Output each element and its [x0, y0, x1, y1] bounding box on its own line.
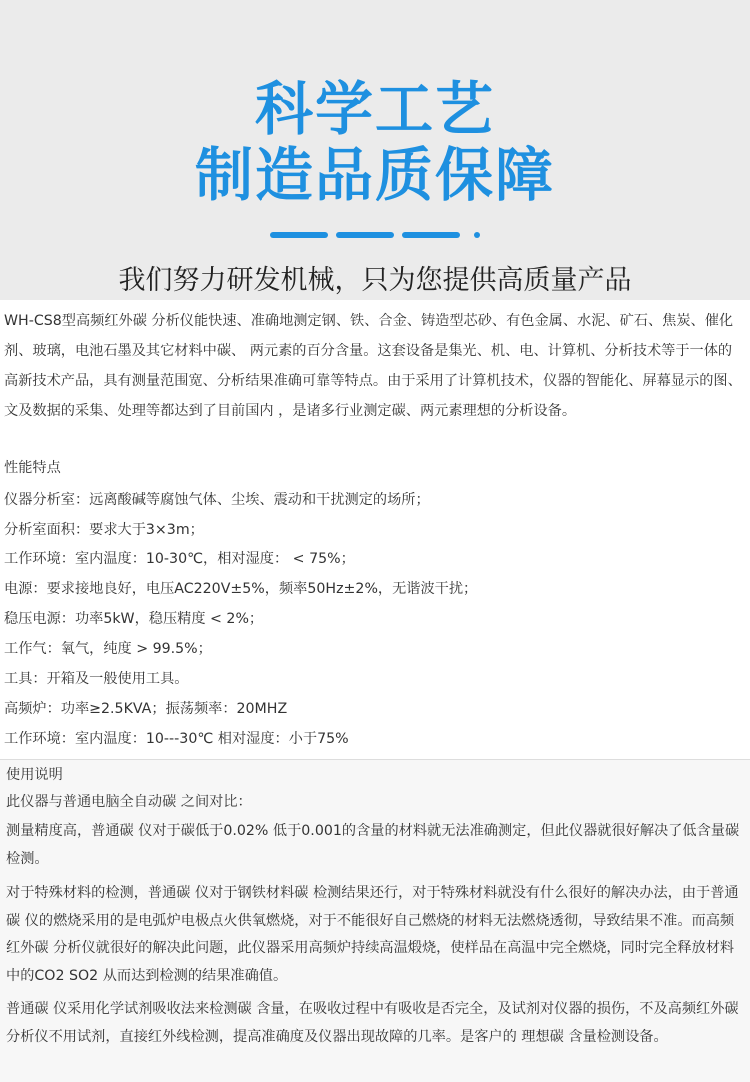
spec-item: 工具：开箱及一般使用工具。 [4, 671, 189, 687]
slogan: 我们努力研发机械，只为您提供高质量产品 [118, 265, 632, 296]
hero-title-line1: 科学工艺 [254, 75, 495, 143]
spec-item: 工作环境：室内温度：10-30℃，相对湿度： < 75%； [4, 551, 355, 567]
decorative-divider [0, 224, 750, 243]
spec-item: 工作气：氧气，纯度 > 99.5%； [4, 641, 212, 657]
spec-item: 稳压电源：功率5kW，稳压精度 < 2%； [4, 611, 264, 627]
usage-paragraph: 测量精度高，普通碳 仪对于碳低于0.02% 低于0.001的含量的材料就无法准确测定，但此仪器就很好解决了低含量碳 检测。 [6, 823, 740, 867]
divider-dash [402, 232, 460, 238]
spec-item: 工作环境：室内温度：10---30℃ 相对湿度：小于75% [4, 731, 349, 747]
product-intro: WH-CS8型高频红外碳 分析仪能快速、准确地测定钢、铁、合金、铸造型芯砂、有色金属、水泥、矿石、焦炭、催化剂、玻璃，电池石墨及其它材料中碳、 两元素的百分含量。这套设备是集光、机、电、计算机、分析技术等于一体的高新技术产品，具有测量范围宽、分析结果准确可靠等特点。由于采用了计算机技术，仪器的智能化、屏幕显示的图、文及数据的采集、处理等都达到了目前国内 ，是诸多行业测定碳、两元素理想的分析设备。 [4, 313, 742, 419]
spec-item: 电源：要求接地良好，电压AC220V±5%，频率50Hz±2%，无谐波干扰； [4, 581, 478, 597]
divider-dot [474, 232, 480, 238]
spec-item: 高频炉：功率≥2.5KVA；振荡频率：20MHZ [4, 701, 288, 717]
spec-item: 仪器分析室：远离酸碱等腐蚀气体、尘埃、震动和干扰测定的场所； [4, 492, 430, 508]
hero-banner [0, 0, 750, 300]
usage-section [0, 760, 750, 1082]
usage-paragraph: 普通碳 仪采用化学试剂吸收法来检测碳 含量，在吸收过程中有吸收是否完全，及试剂对仪器的损伤，不及高频红外碳 分析仪不用试剂，直接红外线检测，提高准确度及仪器出现故障的几率。是客户的 理想碳 含量检测设备。 [6, 1001, 739, 1045]
usage-subtitle: 此仪器与普通电脑全自动碳 之间对比： [6, 794, 252, 810]
hero-title-line2: 制造品质保障 [194, 141, 555, 209]
usage-paragraph: 对于特殊材料的检测，普通碳 仪对于钢铁材料碳 检测结果还行，对于特殊材料就没有什么很好的解决办法，由于普通碳 仪的燃烧采用的是电弧炉电极点火供氧燃烧，对于不能很好自己燃烧的材料无法燃烧透彻，导致结果不准。而高频红外碳 分析仪就很好的解决此问题，此仪器采用高频炉持续高温煅烧，使样品在高温中完全燃烧，同时完全释放材料中的CO2 SO2 从而达到检测的结果准确值。 [6, 885, 739, 984]
divider-dash [336, 232, 394, 238]
spec-item: 分析室面积：要求大于3×3m； [4, 522, 204, 538]
usage-title: 使用说明 [6, 767, 63, 783]
specs-title: 性能特点 [4, 460, 61, 476]
divider-dash [270, 232, 328, 238]
